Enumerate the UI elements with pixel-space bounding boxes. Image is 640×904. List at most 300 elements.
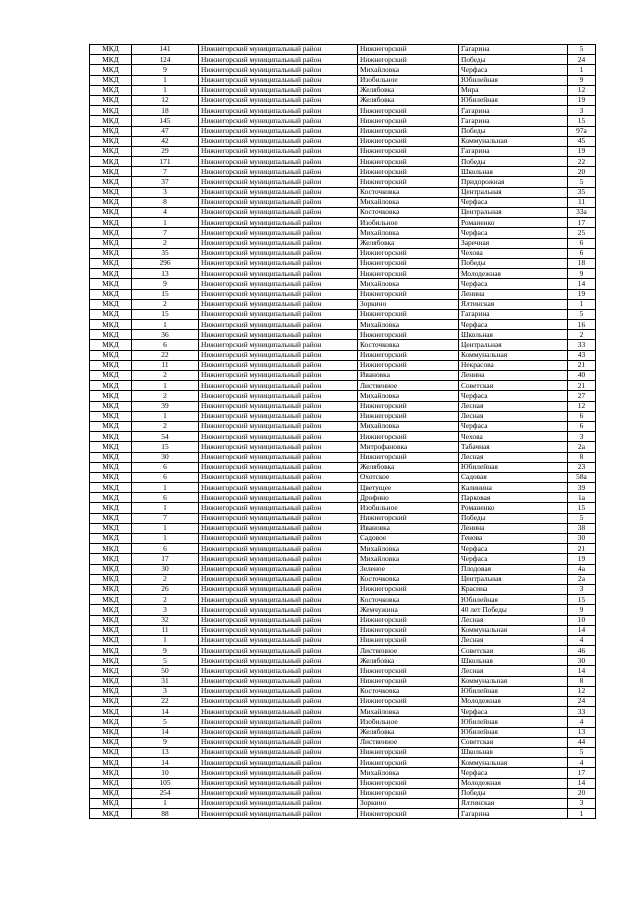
type-cell: МКД	[90, 452, 132, 462]
type-cell: МКД	[90, 727, 132, 737]
district-cell: Нижнегорский муниципальный район	[199, 584, 358, 594]
count-cell: 30	[132, 452, 199, 462]
count-cell: 9	[132, 65, 199, 75]
district-cell: Нижнегорский муниципальный район	[199, 218, 358, 228]
table-row	[90, 758, 596, 768]
table-row	[90, 391, 596, 401]
street-cell: Черфаса	[459, 554, 568, 564]
table-row	[90, 45, 596, 55]
street-cell: Центральная	[459, 208, 568, 218]
type-cell: МКД	[90, 197, 132, 207]
district-cell: Нижнегорский муниципальный район	[199, 432, 358, 442]
type-cell: МКД	[90, 462, 132, 472]
count-cell: 2	[132, 371, 199, 381]
house-cell: 44	[568, 737, 596, 747]
district-cell: Нижнегорский муниципальный район	[199, 666, 358, 676]
type-cell: МКД	[90, 584, 132, 594]
street-cell: Ялтинская	[459, 798, 568, 808]
table-row	[90, 462, 596, 472]
street-cell: Ленина	[459, 523, 568, 533]
house-cell: 21	[568, 544, 596, 554]
settlement-cell: Нижнегорский	[358, 625, 459, 635]
table-row	[90, 717, 596, 727]
house-cell: 23	[568, 462, 596, 472]
count-cell: 3	[132, 686, 199, 696]
house-cell: 21	[568, 381, 596, 391]
house-cell: 5	[568, 309, 596, 319]
house-cell: 9	[568, 269, 596, 279]
house-cell: 5	[568, 747, 596, 757]
type-cell: МКД	[90, 788, 132, 798]
count-cell: 2	[132, 574, 199, 584]
street-cell: Табачная	[459, 442, 568, 452]
type-cell: МКД	[90, 747, 132, 757]
settlement-cell: Михайловка	[358, 197, 459, 207]
district-cell: Нижнегорский муниципальный район	[199, 371, 358, 381]
type-cell: МКД	[90, 299, 132, 309]
count-cell: 254	[132, 788, 199, 798]
type-cell: МКД	[90, 65, 132, 75]
settlement-cell: Лиственное	[358, 381, 459, 391]
type-cell: МКД	[90, 635, 132, 645]
table-row	[90, 421, 596, 431]
street-cell: Коммунальная	[459, 676, 568, 686]
district-cell: Нижнегорский муниципальный район	[199, 676, 358, 686]
house-cell: 4	[568, 635, 596, 645]
district-cell: Нижнегорский муниципальный район	[199, 554, 358, 564]
district-cell: Нижнегорский муниципальный район	[199, 197, 358, 207]
settlement-cell: Нижнегорский	[358, 126, 459, 136]
settlement-cell: Лиственное	[358, 737, 459, 747]
street-cell: Плодовая	[459, 564, 568, 574]
type-cell: МКД	[90, 55, 132, 65]
house-cell: 14	[568, 778, 596, 788]
district-cell: Нижнегорский муниципальный район	[199, 737, 358, 747]
type-cell: МКД	[90, 503, 132, 513]
district-cell: Нижнегорский муниципальный район	[199, 625, 358, 635]
table-row	[90, 472, 596, 482]
district-cell: Нижнегорский муниципальный район	[199, 656, 358, 666]
table-row	[90, 798, 596, 808]
settlement-cell: Михайловка	[358, 279, 459, 289]
type-cell: МКД	[90, 381, 132, 391]
house-cell: 13	[568, 727, 596, 737]
table-row	[90, 197, 596, 207]
district-cell: Нижнегорский муниципальный район	[199, 330, 358, 340]
district-cell: Нижнегорский муниципальный район	[199, 75, 358, 85]
house-cell: 3	[568, 798, 596, 808]
house-cell: 33	[568, 707, 596, 717]
district-cell: Нижнегорский муниципальный район	[199, 605, 358, 615]
type-cell: МКД	[90, 646, 132, 656]
count-cell: 1	[132, 85, 199, 95]
type-cell: МКД	[90, 809, 132, 819]
count-cell: 39	[132, 401, 199, 411]
settlement-cell: Нижнегорский	[358, 350, 459, 360]
count-cell: 5	[132, 656, 199, 666]
type-cell: МКД	[90, 676, 132, 686]
street-cell: Советская	[459, 646, 568, 656]
type-cell: МКД	[90, 686, 132, 696]
district-cell: Нижнегорский муниципальный район	[199, 309, 358, 319]
table-row	[90, 656, 596, 666]
settlement-cell: Нижнегорский	[358, 666, 459, 676]
count-cell: 6	[132, 340, 199, 350]
table-row	[90, 676, 596, 686]
table-row	[90, 584, 596, 594]
type-cell: МКД	[90, 564, 132, 574]
district-cell: Нижнегорский муниципальный район	[199, 350, 358, 360]
settlement-cell: Митрофановка	[358, 442, 459, 452]
type-cell: МКД	[90, 85, 132, 95]
house-cell: 19	[568, 554, 596, 564]
count-cell: 4	[132, 208, 199, 218]
settlement-cell: Нижнегорский	[358, 45, 459, 55]
district-cell: Нижнегорский муниципальный район	[199, 228, 358, 238]
house-cell: 17	[568, 768, 596, 778]
settlement-cell: Нижнегорский	[358, 584, 459, 594]
house-cell: 14	[568, 666, 596, 676]
district-cell: Нижнегорский муниципальный район	[199, 95, 358, 105]
district-cell: Нижнегорский муниципальный район	[199, 299, 358, 309]
street-cell: Черфаса	[459, 65, 568, 75]
type-cell: МКД	[90, 798, 132, 808]
table-row	[90, 136, 596, 146]
table-row	[90, 126, 596, 136]
count-cell: 2	[132, 595, 199, 605]
district-cell: Нижнегорский муниципальный район	[199, 65, 358, 75]
type-cell: МКД	[90, 309, 132, 319]
settlement-cell: Цветущее	[358, 483, 459, 493]
settlement-cell: Желябовка	[358, 727, 459, 737]
count-cell: 6	[132, 544, 199, 554]
settlement-cell: Нижнегорский	[358, 778, 459, 788]
house-cell: 1	[568, 809, 596, 819]
settlement-cell: Косточковка	[358, 595, 459, 605]
count-cell: 31	[132, 676, 199, 686]
table-row	[90, 167, 596, 177]
settlement-cell: Нижнегорский	[358, 635, 459, 645]
district-cell: Нижнегорский муниципальный район	[199, 646, 358, 656]
type-cell: МКД	[90, 208, 132, 218]
settlement-cell: Нижнегорский	[358, 136, 459, 146]
street-cell: Черфаса	[459, 421, 568, 431]
house-cell: 12	[568, 686, 596, 696]
count-cell: 42	[132, 136, 199, 146]
table-row	[90, 442, 596, 452]
street-cell: Черфаса	[459, 544, 568, 554]
count-cell: 54	[132, 432, 199, 442]
district-cell: Нижнегорский муниципальный район	[199, 523, 358, 533]
count-cell: 29	[132, 146, 199, 156]
district-cell: Нижнегорский муниципальный район	[199, 747, 358, 757]
settlement-cell: Желябовка	[358, 95, 459, 105]
type-cell: МКД	[90, 666, 132, 676]
street-cell: Черфаса	[459, 768, 568, 778]
street-cell: Некрасова	[459, 360, 568, 370]
settlement-cell: Михайловка	[358, 768, 459, 778]
settlement-cell: Михайловка	[358, 391, 459, 401]
street-cell: Молодежная	[459, 778, 568, 788]
district-cell: Нижнегорский муниципальный район	[199, 717, 358, 727]
count-cell: 13	[132, 269, 199, 279]
count-cell: 88	[132, 809, 199, 819]
district-cell: Нижнегорский муниципальный район	[199, 146, 358, 156]
count-cell: 6	[132, 493, 199, 503]
street-cell: Молодежная	[459, 697, 568, 707]
street-cell: Победы	[459, 788, 568, 798]
count-cell: 2	[132, 299, 199, 309]
type-cell: МКД	[90, 595, 132, 605]
settlement-cell: Изобильное	[358, 218, 459, 228]
street-cell: Заречная	[459, 238, 568, 248]
street-cell: Советская	[459, 381, 568, 391]
district-cell: Нижнегорский муниципальный район	[199, 411, 358, 421]
type-cell: МКД	[90, 136, 132, 146]
type-cell: МКД	[90, 605, 132, 615]
settlement-cell: Охотское	[358, 472, 459, 482]
house-cell: 2а	[568, 574, 596, 584]
street-cell: Победы	[459, 258, 568, 268]
settlement-cell: Нижнегорский	[358, 177, 459, 187]
table-row	[90, 279, 596, 289]
street-cell: Генова	[459, 534, 568, 544]
table-row	[90, 737, 596, 747]
house-cell: 1	[568, 65, 596, 75]
table-row	[90, 401, 596, 411]
count-cell: 2	[132, 391, 199, 401]
district-cell: Нижнегорский муниципальный район	[199, 707, 358, 717]
house-cell: 1	[568, 299, 596, 309]
settlement-cell: Нижнегорский	[358, 269, 459, 279]
street-cell: Юбилейная	[459, 727, 568, 737]
street-cell: Советская	[459, 737, 568, 747]
street-cell: Юбилейная	[459, 717, 568, 727]
street-cell: 40 лет Победы	[459, 605, 568, 615]
house-cell: 14	[568, 279, 596, 289]
count-cell: 11	[132, 360, 199, 370]
house-cell: 11	[568, 197, 596, 207]
settlement-cell: Нижнегорский	[358, 309, 459, 319]
settlement-cell: Михайловка	[358, 228, 459, 238]
house-cell: 39	[568, 483, 596, 493]
house-cell: 2	[568, 330, 596, 340]
table-row	[90, 503, 596, 513]
type-cell: МКД	[90, 167, 132, 177]
street-cell: Победы	[459, 157, 568, 167]
type-cell: МКД	[90, 218, 132, 228]
district-cell: Нижнегорский муниципальный район	[199, 136, 358, 146]
district-cell: Нижнегорский муниципальный район	[199, 595, 358, 605]
type-cell: МКД	[90, 45, 132, 55]
street-cell: Победы	[459, 55, 568, 65]
street-cell: Придорожная	[459, 177, 568, 187]
table-row	[90, 544, 596, 554]
district-cell: Нижнегорский муниципальный район	[199, 544, 358, 554]
count-cell: 145	[132, 116, 199, 126]
house-cell: 45	[568, 136, 596, 146]
street-cell: Ялтинская	[459, 299, 568, 309]
house-cell: 12	[568, 401, 596, 411]
type-cell: МКД	[90, 544, 132, 554]
street-cell: Черфаса	[459, 707, 568, 717]
table-row	[90, 574, 596, 584]
house-cell: 22	[568, 157, 596, 167]
settlement-cell: Желябовка	[358, 656, 459, 666]
settlement-cell: Михайловка	[358, 65, 459, 75]
settlement-cell: Нижнегорский	[358, 146, 459, 156]
settlement-cell: Нижнегорский	[358, 258, 459, 268]
street-cell: Красина	[459, 584, 568, 594]
type-cell: МКД	[90, 238, 132, 248]
street-cell: Гагарина	[459, 106, 568, 116]
street-cell: Черфаса	[459, 279, 568, 289]
settlement-cell: Нижнегорский	[358, 676, 459, 686]
house-cell: 1а	[568, 493, 596, 503]
table-row	[90, 452, 596, 462]
table-row	[90, 411, 596, 421]
type-cell: МКД	[90, 717, 132, 727]
house-cell: 4а	[568, 564, 596, 574]
type-cell: МКД	[90, 279, 132, 289]
settlement-cell: Изобильное	[358, 75, 459, 85]
table-row	[90, 330, 596, 340]
type-cell: МКД	[90, 513, 132, 523]
settlement-cell: Нижнегорский	[358, 411, 459, 421]
street-cell: Центральная	[459, 340, 568, 350]
district-cell: Нижнегорский муниципальный район	[199, 340, 358, 350]
street-cell: Юбилейная	[459, 75, 568, 85]
count-cell: 12	[132, 95, 199, 105]
house-cell: 40	[568, 371, 596, 381]
table-row	[90, 697, 596, 707]
table-row	[90, 116, 596, 126]
data-table	[89, 44, 596, 819]
type-cell: МКД	[90, 391, 132, 401]
table-row	[90, 208, 596, 218]
table-row	[90, 146, 596, 156]
type-cell: МКД	[90, 269, 132, 279]
street-cell: Лесная	[459, 615, 568, 625]
count-cell: 1	[132, 798, 199, 808]
count-cell: 14	[132, 727, 199, 737]
settlement-cell: Желябовка	[358, 462, 459, 472]
street-cell: Черфаса	[459, 320, 568, 330]
type-cell: МКД	[90, 768, 132, 778]
street-cell: Центральная	[459, 187, 568, 197]
house-cell: 2а	[568, 442, 596, 452]
type-cell: МКД	[90, 340, 132, 350]
count-cell: 32	[132, 615, 199, 625]
district-cell: Нижнегорский муниципальный район	[199, 686, 358, 696]
street-cell: Молодежная	[459, 269, 568, 279]
street-cell: Коммунальная	[459, 136, 568, 146]
count-cell: 22	[132, 697, 199, 707]
count-cell: 9	[132, 737, 199, 747]
type-cell: МКД	[90, 106, 132, 116]
count-cell: 7	[132, 513, 199, 523]
street-cell: Черфаса	[459, 391, 568, 401]
settlement-cell: Нижнегорский	[358, 55, 459, 65]
street-cell: Лесная	[459, 666, 568, 676]
count-cell: 47	[132, 126, 199, 136]
table-row	[90, 747, 596, 757]
house-cell: 4	[568, 717, 596, 727]
street-cell: Гагарина	[459, 809, 568, 819]
table-row	[90, 258, 596, 268]
house-cell: 24	[568, 55, 596, 65]
street-cell: Коммунальная	[459, 350, 568, 360]
table-row	[90, 350, 596, 360]
house-cell: 35	[568, 187, 596, 197]
count-cell: 1	[132, 483, 199, 493]
street-cell: Школьная	[459, 167, 568, 177]
house-cell: 16	[568, 320, 596, 330]
district-cell: Нижнегорский муниципальный район	[199, 574, 358, 584]
settlement-cell: Желябовка	[358, 85, 459, 95]
district-cell: Нижнегорский муниципальный район	[199, 360, 358, 370]
count-cell: 3	[132, 605, 199, 615]
type-cell: МКД	[90, 421, 132, 431]
street-cell: Лесная	[459, 452, 568, 462]
table-row	[90, 218, 596, 228]
settlement-cell: Михайловка	[358, 707, 459, 717]
count-cell: 124	[132, 55, 199, 65]
table-row	[90, 666, 596, 676]
street-cell: Черфаса	[459, 228, 568, 238]
count-cell: 296	[132, 258, 199, 268]
type-cell: МКД	[90, 289, 132, 299]
street-cell: Ленина	[459, 289, 568, 299]
settlement-cell: Лиственное	[358, 646, 459, 656]
table-row	[90, 595, 596, 605]
settlement-cell: Нижнегорский	[358, 106, 459, 116]
house-cell: 5	[568, 513, 596, 523]
district-cell: Нижнегорский муниципальный район	[199, 177, 358, 187]
district-cell: Нижнегорский муниципальный район	[199, 452, 358, 462]
district-cell: Нижнегорский муниципальный район	[199, 320, 358, 330]
street-cell: Победы	[459, 513, 568, 523]
street-cell: Коммунальная	[459, 758, 568, 768]
street-cell: Чехова	[459, 248, 568, 258]
table-row	[90, 320, 596, 330]
house-cell: 15	[568, 595, 596, 605]
settlement-cell: Зеленое	[358, 564, 459, 574]
house-cell: 19	[568, 146, 596, 156]
table-row	[90, 360, 596, 370]
house-cell: 8	[568, 676, 596, 686]
district-cell: Нижнегорский муниципальный район	[199, 381, 358, 391]
street-cell: Школьная	[459, 747, 568, 757]
table-row	[90, 106, 596, 116]
count-cell: 1	[132, 635, 199, 645]
street-cell: Гагарина	[459, 116, 568, 126]
table-row	[90, 340, 596, 350]
settlement-cell: Дрофино	[358, 493, 459, 503]
count-cell: 9	[132, 279, 199, 289]
type-cell: МКД	[90, 534, 132, 544]
district-cell: Нижнегорский муниципальный район	[199, 493, 358, 503]
count-cell: 1	[132, 218, 199, 228]
type-cell: МКД	[90, 697, 132, 707]
settlement-cell: Нижнегорский	[358, 330, 459, 340]
type-cell: МКД	[90, 258, 132, 268]
district-cell: Нижнегорский муниципальный район	[199, 106, 358, 116]
count-cell: 10	[132, 768, 199, 778]
table-row	[90, 289, 596, 299]
district-cell: Нижнегорский муниципальный район	[199, 768, 358, 778]
district-cell: Нижнегорский муниципальный район	[199, 116, 358, 126]
